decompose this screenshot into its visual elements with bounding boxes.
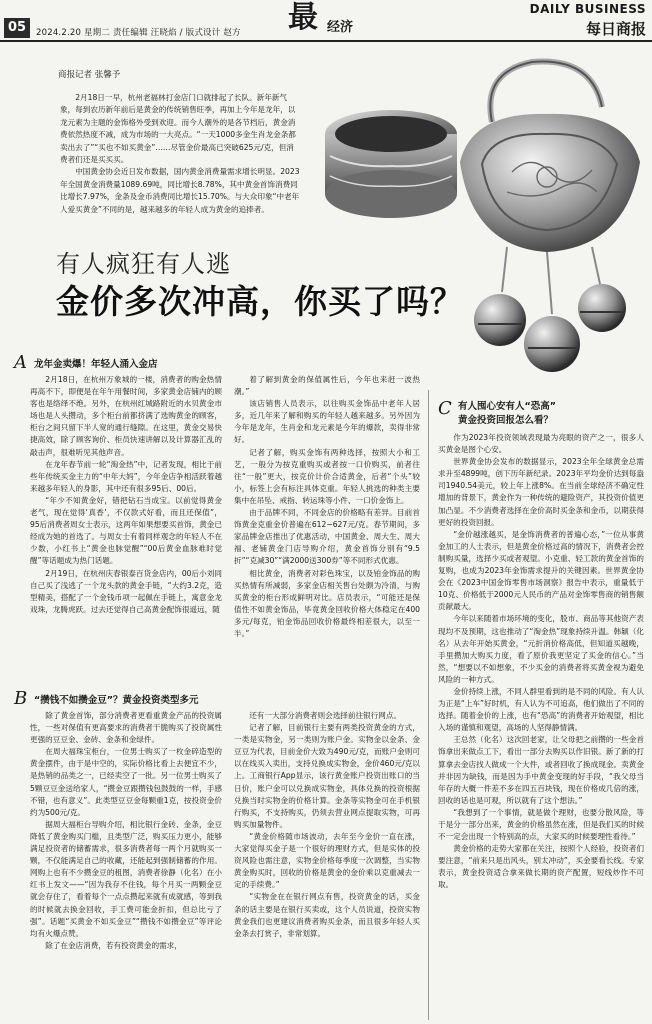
section-c-column	[438, 432, 644, 892]
gold-lock-pendant-photo	[452, 52, 647, 382]
section-a-column-2	[234, 374, 420, 640]
paragraph: 该店销售人员表示，以往购买金饰品中老年人居多，近几年来了解和购买的年轻人越来越多。另外因为今年是龙年，生肖金和龙元素是今年的爆款，卖得非常好。	[234, 399, 420, 445]
paragraph: 除了在金店消费，若有投资黄金的需求，	[45, 940, 182, 950]
paragraph: 王总然（化名）这次回老家，让父母把之前攒的一些金首饰拿出来做点工下，看出一部分去购买以作旧银。新了新的打算拿去金店找人做成一个大件，或者回收了换成现金。卖黄金并非因为缺钱，而是因为手中黄金变现的好手段，“我父母当年存的大概一件差不多在四五百块钱，现在价格成几倍的涨，回收的话也是可观，所以就有了这个想法。”	[438, 735, 644, 805]
paragraph: 2月18日，在杭州万象城的一楼，消费者的购金热情再高不下，即便是在年午用餐时间，多家黄金店铺内的顾客也是络绎不绝。另外，在杭州红城路附近的水贝黄金市场也是人头攒动，多个柜台前都挤满了选购黄金的顾客，柜台之间只留下半人宽的通行缝隙。在这里，黄金交易快捷高效，除了顾客询价、柜员快速讲解以及计算器汇乱的敲击声，很难听见其他声音。	[30, 375, 222, 457]
intro-paragraph: 2月18日一早，杭州老福林打金店门口就排起了长队。新年新气象，每到农历新年前后是黄金的传统销售旺季，再加上今年是龙年，以龙元素为主题的金饰格外受到欢迎。而今人潮外的是各节档后，黄金消费依然热度不减，成为市场的一大亮点。“一天1000多金生肖龙金条都卖出去了”“买也不如买黄金”……尽管金价最高已突破625元/克，但消费者们还是买买买。	[60, 93, 296, 165]
paragraph: “我想到了一个事情，就是做个理财，也要分散风险，等于是分一部分出来，黄金的价格虽然在涨，但是我们买的时候不一定会出现一个特别高的点，大家买的时候要理性看待。”	[438, 807, 644, 842]
section-b-column-1	[30, 710, 222, 952]
paragraph: “金价越涨越买，是金饰消费者的普遍心态，”一位从事黄金加工的人士表示，但是黄金价格过高的情况下，消费者会控制购买量，选择少买或者观望。小克重、轻工款的黄金首饰的复购，也成为2023年金饰需求提升的关键因素。世界黄金协会在《2023中国金饰零售市场洞察》报告中表示，重量低于10克、价格低于2000元人民币的产品对金饰零售商的销售额贡献最大。	[438, 529, 644, 612]
paragraph: 记者了解，购买金饰有两种选择，按照大小和工艺，一般分为按克重购买或者按一口价购买，前者往往“一般”更大，按克价计价合适黄金，后者“个头”较小，标签上会有标注具体克重。年轻人挑选的种类主要集中在吊坠、戒指、转运珠等小件、一口价金饰上。	[234, 447, 420, 505]
paragraph: 在龙年春节前一轮“淘金热”中，记者发现，相比于前些年传统买金主力的“中年大妈”，今年金店争相活跃着越来越多年轻人的身影，其中还有很多95后、00后。	[30, 459, 222, 493]
paragraph: 在周大福珠宝柜台，一位男士购买了一枚金碎造型的黄金摆件，由于是中空的，实际价格比看上去便宜不少，是热销的品类之一，已经卖空了一批。另一位男士购买了5颗豆豆金送给家人，“攒金豆跟攒钱包鼓鼓的一样，手感不错，也有意义”。此类型豆豆金每颗重1克，按投资金价约为500元/克。	[30, 747, 222, 817]
paragraph: “实物金在在银行网点有售，投资黄金的话，买金条的话主要是在银行买卖或，这个人员说道，投资实物黄金我们也更建议消费者购买金条，而且很多年轻人买金条去打赏子，非常划算。	[234, 892, 420, 938]
byline: 商报记者 张馨予	[58, 70, 121, 80]
section-c-title-line-2: 黄金投资回报怎么看？	[458, 415, 554, 426]
brand-english: DAILY BUSINESS	[529, 2, 646, 16]
column-divider	[428, 390, 429, 1020]
paragraph: 今年以来随着市场环境的变化，股市、商品等其他资产表现均不及预期，这也推动了“淘金热”现象持续升温。韩颖（化名）从去年开始买黄金，“元折消价格高低，但知道买越晚，手里攒加大购买力度，看了原价我更坚定了买金的信心。”当然，“想要以不如想象，不少买金的消费者将买黄金视为避免风险的一种方式。	[438, 614, 644, 684]
article-headline: 金价多次冲高，你买了吗？	[56, 282, 464, 321]
section-a-column-1	[30, 374, 222, 616]
intro-paragraph: 中国黄金协会近日发布数据，国内黄金消费量需求增长明显。2023年全国黄金消费量1089.69吨，同比增长8.78%，其中黄金首饰消费同比增长7.97%，金条及金币消费同比增长15.70%。与大众印象“中老年人爱买黄金”不同的是，越来越多的年轻人成为黄金的追捧者。	[60, 167, 300, 214]
paragraph: 黄金价格的走势大家都在关注，按照个人经验，投资者们要注意，“前来只是出风头，别太冲动”，买金要看长线。专家表示，黄金投资适合拿来做长期的资产配置，短线炒作不可取。	[438, 844, 644, 890]
issue-meta: 2024.2.20 星期二 责任编辑 汪晓焰 / 版式设计 赵方	[36, 28, 241, 38]
paragraph: “黄金价格随市场波动，去年至今金价一直在涨，大家觉得买金子是一个很好的理财方式，但是实体的投资风险也需注意，实物金价格每季度一次调整，当实物黄金购买时，回收的价格是黄金的金价乘以克重减去一定的手续费。”	[234, 831, 420, 890]
paragraph: 金价持续上涨，不同人群里看到的是不同的风险。有人认为正是“上车”好时机，有人认为不可追高，他们做出了不同的选择。随着金价的上涨，也有“恐高”的消费者开始观望，相比入场的谨慎和观望，高场的人坚得静情满。	[438, 686, 644, 733]
section-a-title: 龙年金卖爆！年轻人涌入金店	[34, 359, 158, 370]
brand-chinese: 每日商报	[585, 20, 646, 38]
header-rule	[0, 40, 652, 42]
paragraph: 由于品牌不同，不同金店的价格略有差异。目前首饰黄金克重金价普遍在612~627元/克。春节期间，多家品牌金店推出了优惠活动，中国黄金、周大生、周大福、老铺黄金门店导购介绍，黄金首饰分别有“9.5折”“克减30”“满2000送300券”等不同形式优惠。	[234, 508, 420, 566]
section-b-title: “攒钱不如攒金豆”？黄金投资类型多元	[34, 695, 199, 706]
section-b-column-2	[234, 710, 420, 940]
paragraph: 除了黄金首饰，部分消费者更看重黄金产品的投资属性，一些对保值有更高要求的消费者干脆购买了投资属性更强的豆豆金、金砖、金条和金绿件。	[30, 711, 222, 745]
page-number: 05	[4, 18, 30, 38]
section-c-letter: C	[438, 398, 452, 419]
paragraph: 记者了解，目前银行主要有两类投资黄金的方式，一类是实物金，另一类则为账户金。实物金以金条、金豆豆为代表，目前金价大致为490元/克，而账户金则可以在线买入卖出，支持兑换成实物金，金价460元/克以上。工商银行App显示，该行黄金账户投资出账口的当日价，账户金可以兑换成实物金，具体兑换的投资根据兑换当时实物金的价格计算。金条等实物金可在手机银行购买，不支持购买，仍须去营业网点提取实物，可再购买加量物件。	[234, 723, 420, 829]
paragraph: 作为2023年投资领域表现最为亮眼的资产之一，很多人买黄金是图个心安。	[438, 433, 644, 455]
paragraph: 据周大福柜台导购介绍，相比银行金砖、金条，金豆降低了黄金购买门槛，且类型广泛，购买压力更小，能够满足投资者的储蓄需求，很多消费者每一两个月就购买一颗，不仅能满足自己的收藏，还能起到强制储蓄的作用。网购上也有不少攒金豆的租图，消费者徐静（化名）在小红书上发文——“因为我存不住钱，每个月买一两颗金豆就会存住了，看着每个一点点攒起来就有成就感，等到我的时候就去换金回收，手工费可能金折扣，但总比亏了强”。话题“买黄金不如买金豆”“攒钱不如攒金豆”等评论均有火爆点赞。	[30, 819, 222, 938]
gold-bangle-photo	[316, 96, 466, 236]
paragraph: 还有一大部分消费者则会选择前往银行网点。	[249, 711, 402, 720]
paragraph: 2月19日，在杭州庆春银泰百货金店内，00后小刘同自己买了浅逃了一个龙头款的黄金手链，“大约3.2克，造型精美，搭配了一个金钱币项一起佩在手链上，寓意金龙戏珠，龙腾虎跃。过去还觉得自己高黄金配饰很遥远，随	[30, 568, 222, 614]
section-logo-char: 最	[288, 0, 318, 35]
section-b-letter: B	[14, 688, 28, 709]
article-kicker: 有人疯狂有人逃	[56, 250, 231, 278]
section-a-letter: A	[14, 352, 27, 373]
section-c-title-line-1: 有人囤心安有人“恐高”	[458, 401, 556, 412]
intro-text	[60, 92, 300, 216]
paragraph: 世界黄金协会发布的数据显示，2023全年全球黄金总需求升至4899吨，创下历年新纪录。2023年平均金价达到每盎司1940.54美元，较上年上涨8%。在当前全球经济不确定性增加的背景下，黄金作为一种传统的避险资产，其投资价值更加凸显。不少消费者选择在金价高时买金条和金币，以期获得更好的投资回报。	[438, 457, 644, 527]
paragraph: “年少不知黄金好，错把钻石当成宝。以前觉得黄金老气，现在觉得‘真香’，不仅款式好看，而且还保值”，95后消费者周女士表示，这两年如果想要买首饰，黄金已经成为她的首选了。与周女士有着同样观念的年轻人不在少数，小红书上“黄金也脉觉醒”“00后黄金血脉难时觉醒”等话题成为热门话题。	[30, 495, 222, 566]
section-name: 经济	[327, 20, 354, 35]
paragraph: 着了解到黄金的保值属性后，今年也来赶一波热潮。”	[234, 375, 420, 397]
page-header	[0, 0, 652, 44]
paragraph: 相比黄金，消费者对彩色珠宝，以及铂金饰品的购买热情有所减弱，多家金店相关售台处颇为冷清，与购买黄金的柜台形成鲜明对比。店员表示，“可能还是保值性不如黄金饰品，毕竟黄金回收价格大体稳定在400多元/每克，铂金饰品回收价格最终相差很大，以至一半。”	[234, 568, 420, 638]
